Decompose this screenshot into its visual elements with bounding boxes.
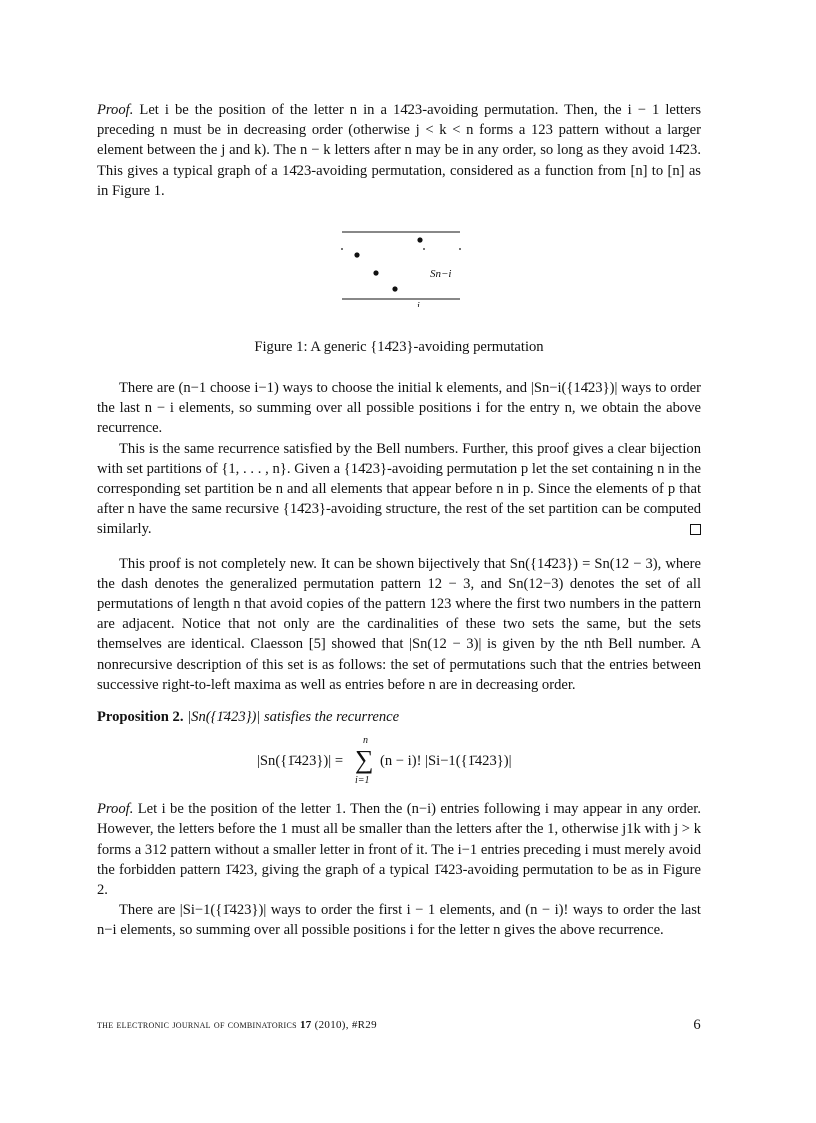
page-footer	[97, 1019, 701, 1031]
equation-sum-top: n	[363, 735, 368, 747]
proof-2-label: Proof.	[97, 801, 134, 818]
recurrence-equation	[97, 735, 701, 785]
footer-rest: (2010), #R29	[314, 1019, 377, 1031]
figure-tick-right	[459, 248, 461, 250]
proposition-label: Proposition 2.	[97, 709, 184, 726]
equation-rhs: (n − i)! |Si−1({1̄423})|	[380, 753, 512, 770]
page-number: 6	[693, 1017, 701, 1033]
paragraph-bell-text: This is the same recurrence satisfied by the Bell numbers. Further, this proof gives a clear bijection with set partitions of {1, . . . , n}. Given a {14̄23}-avoiding permutation p let the set containing n in the corresponding set partition be n and all elements that appear before n in p. Since the elements of p that after n have the same recursive {14̄23}-avoiding structure, the rest of the set partition can be computed similarly.	[97, 440, 701, 538]
paragraph-there-are-1: There are (n−1 choose i−1) ways to choose the initial k elements, and |Sn−i({14̄23})| ways to order the last n − i elements, so summing over all possible positions i for the entry n, we obtain the above recurrence.	[97, 380, 701, 437]
figure-tick-mid	[423, 248, 425, 250]
figure-1	[97, 207, 701, 307]
figure-dot-max	[417, 237, 422, 242]
figure-label-i: i	[417, 301, 420, 308]
proposition-2	[97, 707, 701, 727]
proof-2	[97, 799, 701, 900]
figure-dot-3	[392, 286, 397, 291]
footer-journal: the electronic journal of combinatorics	[97, 1019, 297, 1031]
qed-box	[690, 524, 701, 535]
proof-1-text: Let i be the position of the letter n in a 14̄23-avoiding permutation. Then, the i − 1 letters preceding n must be in decreasing order (otherwise j < k < n forms a 123 pattern without a larger element between the j and k). The n − k letters after n may be in any order, so long as they avoid 14̄23. This gives a typical graph of a 14̄23-avoiding permutation, considered as a function from [n] to [n] as in Figure 1.	[97, 102, 701, 199]
equation-sum-bottom: i=1	[355, 775, 370, 787]
figure-1-caption: Figure 1: A generic {14̄23}-avoiding permutation	[254, 339, 544, 356]
proof-2-text: Let i be the position of the letter 1. Then the (n−i) entries following i may appear in any order. However, the letters before the 1 must all be smaller than the letters after the 1, otherwise j1k with j > k forms a 312 pattern without a smaller letter in front of it. The i−1 entries preceding i must merely avoid the forbidden pattern 1̄423, giving the graph of a typical 1̄423-avoiding permutation to be as in Figure 2.	[97, 801, 701, 899]
proof-1	[97, 100, 701, 201]
equation-lhs: |Sn({1̄423})| =	[257, 753, 344, 770]
page-body	[97, 100, 701, 941]
figure-dot-1	[354, 252, 359, 257]
paragraph-bell	[97, 439, 701, 540]
proof-label: Proof.	[97, 102, 134, 118]
proposition-statement: |Sn({1̄423})| satisfies the recurrence	[187, 709, 400, 726]
paragraph-there-are-2: There are |Si−1({1̄423})| ways to order the first i − 1 elements, and (n − i)! ways to order the last n−i elements, so summing over all possible positions i for the letter n gives the above recurrence.	[97, 902, 701, 939]
figure-tick-left	[341, 248, 343, 250]
equation-sigma: ∑	[355, 745, 374, 775]
figure-1-graphic	[97, 207, 701, 307]
footer-volume: 17	[299, 1019, 312, 1031]
figure-dot-2	[373, 270, 378, 275]
paragraph-not-new: This proof is not completely new. It can be shown bijectively that Sn({14̄23}) = Sn(12 − 3), where the dash denotes the generalized permutation pattern 12 − 3, and Sn(12−3) denotes the set of all permutations of length n that avoid copies of the pattern 123 where the first two numbers in the pattern are adjacent. Notice that not only are the cardinalities of these two sets the same, but the sets themselves are identical. Claesson [5] showed that |Sn(12 − 3)| is given by the nth Bell number. A nonrecursive description of this set is as follows: the set of permutations such that the entries between successive right-to-left maxima as well as entries before n are in decreasing order.	[97, 555, 701, 693]
figure-label-s: Sn−i	[430, 268, 452, 281]
